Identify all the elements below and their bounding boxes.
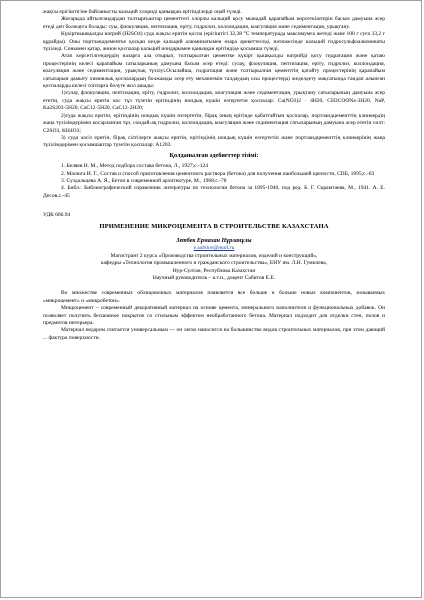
reference-item: 1. Беляев Н. М., Метод подбора состава бетона, Л., 1927;с.-124 xyxy=(61,163,209,170)
udc-code: УДК 666.94 xyxy=(43,212,71,219)
reference-item: 2. Малюга И. Г., Состав и способ приготовления цементного раствора (бетона) для получения наибольшей крепости, СПБ, 1895;с.-63 xyxy=(61,170,375,177)
affiliation-line: Магистрант 2 курса «Производства строительных материалов, изделий и конструкций», xyxy=(110,252,318,259)
affiliation-line: кафедры «Технология промышленного и гражданского строительства», ЕНУ им. Л.Н. Гумилева, xyxy=(100,260,328,267)
affiliation-line: Научный руководитель – к.т.н., доцент Сабитов Е.Е. xyxy=(152,275,276,281)
paragraph: Микроцемент – современный декоративный материал на основе цемента, минерального наполнителя и функциональных добавок. Он позволяет получить бесшовное покрытие со стильным эффектом необработанного бетона. Материал подходит для отделки стен, полов и предметов интерьера. xyxy=(43,305,385,327)
author-email-link[interactable]: e.sabitov@mail.ru xyxy=(193,245,235,252)
author-name: Зетбек Ермахан Нұрланұлы xyxy=(176,237,252,244)
affiliation-line: Нур-Султан, Республика Казахстан xyxy=(172,267,256,274)
reference-item: 4. Библ.: Библиографический справочник литературы по технологии бетона за 1895-1940, под ред. Б. Г. Скрамтаева, М., 1941. А. Е. Десов.с.-45 xyxy=(43,185,385,199)
paragraph: Жоғарыда айтылғандардан толтырғыштар цементтегі хлорлы кальций қосу мынадай қарапайым көрсеткіштерін басым дамуына әсер етеді деп болжауға болады: суы, флокуляция, пептизация, еріту, гидролиз, коллоидация, коагуляция және седиментация, урықтану. xyxy=(43,16,385,30)
paragraph: 2)суда жақсы еритін, ерітіндінің иондық күшін өзгертетін, бірақ оның ерітінде қабаттайтын қоспалар, портландцементтің клинкердің жаңа түзілімдерімен косарланған тұз, сондай-ақ гидролиз, коллоидация, коагуляция және седиментация сатыларының дамуына әсер ететін силт: C2SO3, KH4O3; xyxy=(43,112,385,134)
article-title: ПРИМЕНЕНИЕ МИКРОЦЕМЕНТА В СТРОИТЕЛЬСТВЕ КАЗАХСТАНА xyxy=(99,222,329,230)
paragraph: Атап көрсетілгендердің назарға ала отырып, толтырылған цементке күкірт қышқылды натрийді қосу гидратация және қатаю процестерінің келесі қарапайым сатыларының дамуына басым әсер етеді: сулау, флокуляция, пептизация, еріту, гидролиз, коллоидация, коагуляция және седиментация, урықтық түзілуі.Осылайша, гидратация және толтырылған цементтің қатайту процестерінің қарапайым сатыларын дамыту химиялық қоспалардың болжамды әсер ету механизмін талдаудың осы процестерді жеделдету мақсатында тандап алынған қоспаларды келесі топтарға бөлуге жол ашады: xyxy=(43,53,385,90)
paragraph: Материал недаром считается универсальным — он легко наносится на большинство видов строительных материалов, при этом дающий ... фактура поверхности. xyxy=(43,327,385,341)
paragraph: 1)сулау, флокуляция, пептизация, еріту, гидролиз, коллоидация, коагуляция және седиментация, урықтану сатыларының дамуына әсер ететін, суда жақсы еритін кос тұз түзетін ерітіндінің иондық күшін өзгертетін қоспалар: Ca(NO3)2 · 4H20, CH3COONa·3H20, NaP, Ka2S203·5H20, CaC12·5H20, CaC12·2H20; xyxy=(43,90,385,112)
paragraph: жақсы ерігіштігіне байланысты кальций хлоридi қаныққан ерітінділерді оңай түзеді. xyxy=(43,9,242,15)
references-heading: Қолданылған әдебиеттер тізімі: xyxy=(169,151,259,159)
paragraph: Во множестве современных облицовочных материалов появляется все больше и больше новых компонентов, называемых «микроцемент» и «микробетон». xyxy=(43,290,385,304)
paragraph: Күкірткышқылды натрий (H2SO4) суда жақсы еритін қоспа (ерігіштігі 32,38 °С температурада максимумға жетеді және 100 г суға 33,2 г құрайды). Оны портландцементке қосқан кезде кальций алюминатымен өзара әрекеттеседі, нәтижесінде кальций гидросульфоалюминаты түзіледі. Сонымен қатар, анион қоспалар кальций иондарымен қаныққан ерітіндіде қосымша түзеді. xyxy=(43,31,385,53)
reference-item: 3. Суздальцева А. Я., Бетон в современной архитектуре, М., 1968;с.-78 xyxy=(61,177,227,184)
paragraph: 3) суда әлсіз еритін, бірақ сілтілерге жақсы еритін, ерітіндінің иондық күшін өзгертетін және портландцементтің клинкерінің жаңа түзілімдерімен қосымшаптар түзетін қоспалар: A1203. xyxy=(43,134,385,149)
page-content xyxy=(43,9,385,342)
